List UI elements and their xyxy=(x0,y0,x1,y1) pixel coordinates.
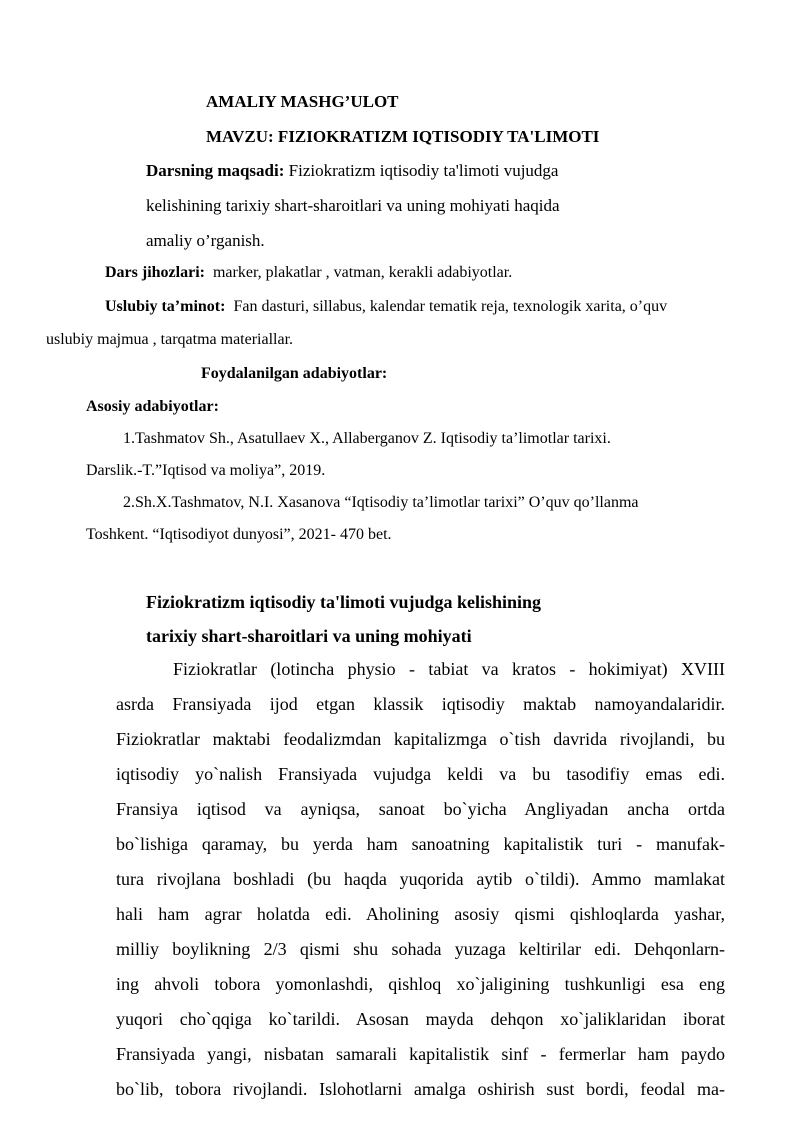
literature-item-2b: Toshkent. “Iqtisodiyot dunyosi”, 2021- 470 bet. xyxy=(86,526,392,543)
section-title-2: tarixiy shart-sharoitlari va uning mohiyati xyxy=(146,626,472,646)
paragraph-line: iqtisodiy yo`nalish Fransiyada vujudga keldi va bu tasodifiy emas edi. xyxy=(116,764,725,784)
objective-line-1 xyxy=(146,161,558,181)
paragraph-line: hali ham agrar holatda edi. Aholining asosiy qismi qishloqlarda yashar, xyxy=(116,904,725,924)
equipment-line xyxy=(105,264,512,282)
objective-text-3: amaliy o’rganish. xyxy=(146,231,265,250)
literature-item-1b: Darslik.-T.”Iqtisod va moliya”, 2019. xyxy=(86,462,326,479)
methodical-text-1: Fan dasturi, sillabus, kalendar tematik reja, texnologik xarita, o’quv xyxy=(233,298,668,315)
topic-heading: MAVZU: FIZIOKRATIZM IQTISODIY TA'LIMOTI xyxy=(206,127,600,146)
paragraph-line: tura rivojlana boshladi (bu haqda yuqorida aytib o`tildi). Ammo mamlakat xyxy=(116,869,725,889)
equipment-label: Dars jihozlari: xyxy=(105,264,205,281)
paragraph-line: bo`lishiga qaramay, bu yerda ham sanoatning kapitalistik turi - manufak- xyxy=(116,834,725,854)
methodical-label: Uslubiy ta’minot: xyxy=(105,298,226,315)
paragraph-line: yuqori cho`qqiga ko`tarildi. Asosan mayda dehqon xo`jaliklaridan iborat xyxy=(116,1009,725,1029)
literature-item-2a: 2.Sh.X.Tashmatov, N.I. Xasanova “Iqtisodiy ta’limotlar tarixi” O’quv qo’llanma xyxy=(123,494,639,511)
main-literature-heading: Asosiy adabiyotlar: xyxy=(86,398,219,415)
literature-item-1a: 1.Tashmatov Sh., Asatullaev X., Allaberganov Z. Iqtisodiy ta’limotlar tarixi. xyxy=(123,430,611,447)
paragraph-line: milliy boylikning 2/3 qismi shu sohada yuzaga keltirilar edi. Dehqonlarn- xyxy=(116,939,725,959)
methodical-text-2: uslubiy majmua , tarqatma materiallar. xyxy=(46,331,294,348)
paragraph-line: ing ahvoli tobora yomonlashdi, qishloq xo`jaligining tushkunligi esa eng xyxy=(116,974,725,994)
objective-label: Darsning maqsadi: xyxy=(146,161,285,180)
paragraph-line: Fiziokratlar (lotincha physio - tabiat va kratos - hokimiyat) XVIII xyxy=(173,659,725,679)
methodical-line-1 xyxy=(105,298,667,316)
equipment-text: marker, plakatlar , vatman, kerakli adabiyotlar. xyxy=(212,264,513,281)
paragraph-line: Fiziokratlar maktabi feodalizmdan kapitalizmga o`tish davrida rivojlandi, bu xyxy=(116,729,725,749)
document-title: AMALIY MASHG’ULOT xyxy=(206,92,399,111)
paragraph-line: bo`lib, tobora rivojlandi. Islohotlarni amalga oshirish sust bordi, feodal ma- xyxy=(116,1079,725,1099)
section-title-1: Fiziokratizm iqtisodiy ta'limoti vujudga kelishining xyxy=(146,592,542,612)
paragraph-line: Fransiyada yangi, nisbatan samarali kapitalistik sinf - fermerlar ham paydo xyxy=(116,1044,725,1064)
paragraph-line: Fransiya iqtisod va ayniqsa, sanoat bo`yicha Angliyadan ancha ortda xyxy=(116,799,725,819)
objective-text-1: Fiziokratizm iqtisodiy ta'limoti vujudga xyxy=(288,161,559,180)
objective-text-2: kelishining tarixiy shart-sharoitlari va uning mohiyati haqida xyxy=(146,196,560,215)
literature-heading: Foydalanilgan adabiyotlar: xyxy=(201,365,388,382)
paragraph-line: asrda Fransiyada ijod etgan klassik iqtisodiy maktab namoyandalaridir. xyxy=(116,694,725,714)
